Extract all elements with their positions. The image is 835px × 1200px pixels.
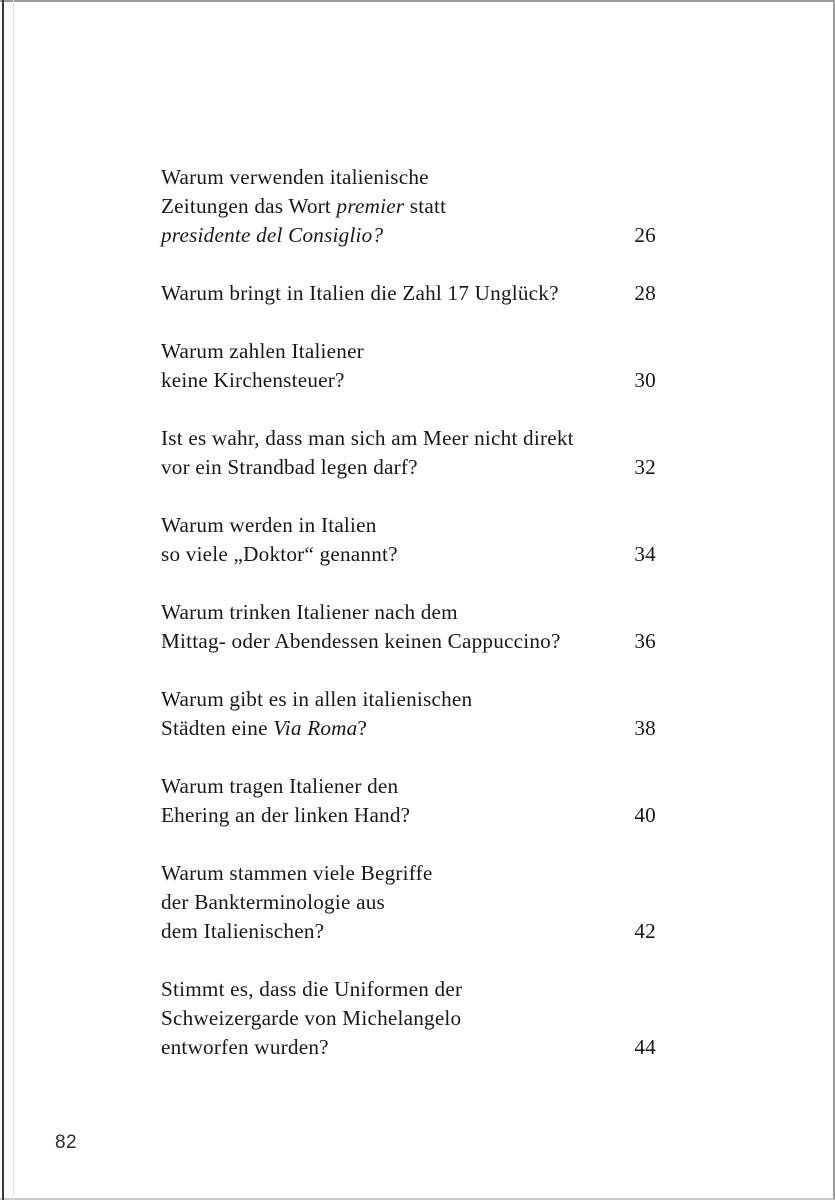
toc-text-run: Warum tragen Italiener den [161, 774, 399, 798]
toc-text-run: der Bankterminologie aus [161, 890, 385, 914]
toc-text-run: Warum werden in Italien [161, 513, 377, 537]
toc-text-run: ? [357, 716, 368, 740]
table-of-contents [161, 163, 656, 1062]
toc-entry-title [161, 685, 656, 743]
toc-entry-title [161, 598, 656, 656]
toc-entry[interactable] [161, 772, 656, 830]
toc-entry-line [161, 511, 656, 540]
toc-entry-line [161, 221, 656, 250]
toc-entry-title [161, 337, 656, 395]
page-inner-margin-rule [13, 0, 14, 1200]
toc-entry-line [161, 598, 656, 627]
toc-text-run: Ehering an der linken Hand? [161, 803, 411, 827]
toc-entry-title [161, 511, 656, 569]
toc-text-run: Mittag- oder Abendessen keinen Cappuccino? [161, 629, 561, 653]
toc-entry-line [161, 366, 656, 395]
toc-entry[interactable] [161, 279, 656, 308]
toc-entry-line [161, 627, 656, 656]
toc-entry-line [161, 1004, 656, 1033]
toc-entry-line [161, 714, 656, 743]
toc-entry-title [161, 279, 656, 308]
toc-entry-title [161, 163, 656, 250]
toc-entry-line [161, 685, 656, 714]
toc-entry-line [161, 192, 656, 221]
toc-entry-title [161, 975, 656, 1062]
toc-page-number[interactable]: 36 [634, 629, 656, 653]
toc-entry[interactable] [161, 859, 656, 946]
toc-page-number[interactable]: 30 [634, 368, 656, 392]
toc-text-run: Zeitungen das Wort [161, 194, 337, 218]
toc-entry-line [161, 540, 656, 569]
toc-entry-line [161, 975, 656, 1004]
toc-entry-line [161, 424, 656, 453]
page-folio-number: 82 [55, 1132, 77, 1153]
toc-italic-term: presidente del Consiglio? [161, 223, 384, 247]
toc-entry-line [161, 772, 656, 801]
toc-page-number[interactable]: 38 [634, 716, 656, 740]
toc-entry[interactable] [161, 685, 656, 743]
toc-text-run: Warum zahlen Italiener [161, 339, 364, 363]
toc-entry-line [161, 279, 656, 308]
toc-text-run: Städten eine [161, 716, 274, 740]
toc-entry-line [161, 1033, 656, 1062]
toc-page-number[interactable]: 26 [634, 223, 656, 247]
toc-text-run: keine Kirchensteuer? [161, 368, 345, 392]
toc-page-number[interactable]: 28 [634, 281, 656, 305]
toc-entry[interactable] [161, 511, 656, 569]
toc-text-run: Schweizergarde von Michelangelo [161, 1006, 462, 1030]
toc-page-number[interactable]: 34 [634, 542, 656, 566]
toc-entry-line [161, 888, 656, 917]
toc-entry[interactable] [161, 337, 656, 395]
toc-text-run: entworfen wurden? [161, 1035, 329, 1059]
toc-entry-line [161, 859, 656, 888]
toc-italic-term: Via Roma [273, 716, 358, 740]
toc-entry-line [161, 917, 656, 946]
toc-entry-line [161, 453, 656, 482]
toc-entry[interactable] [161, 975, 656, 1062]
toc-text-run: Stimmt es, dass die Uniformen der [161, 977, 463, 1001]
toc-entry-title [161, 859, 656, 946]
toc-entry[interactable] [161, 163, 656, 250]
toc-text-run: Warum bringt in Italien die Zahl 17 Unglück? [161, 281, 559, 305]
toc-text-run: statt [404, 194, 447, 218]
page-spine-edge [2, 0, 4, 1200]
toc-page-number[interactable]: 44 [634, 1035, 656, 1059]
toc-entry[interactable] [161, 424, 656, 482]
toc-entry-title [161, 772, 656, 830]
toc-page-number[interactable]: 42 [634, 919, 656, 943]
toc-entry-title [161, 424, 656, 482]
toc-page-number[interactable]: 32 [634, 455, 656, 479]
toc-text-run: Warum trinken Italiener nach dem [161, 600, 458, 624]
toc-text-run: Warum verwenden italienische [161, 165, 429, 189]
toc-text-run: so viele „Doktor“ genannt? [161, 542, 398, 566]
toc-text-run: Ist es wahr, dass man sich am Meer nicht direkt [161, 426, 574, 450]
toc-text-run: dem Italienischen? [161, 919, 325, 943]
toc-entry-line [161, 337, 656, 366]
toc-text-run: Warum stammen viele Begriffe [161, 861, 433, 885]
toc-text-run: Warum gibt es in allen italienischen [161, 687, 473, 711]
toc-italic-term: premier [336, 194, 405, 218]
toc-entry[interactable] [161, 598, 656, 656]
toc-page-number[interactable]: 40 [634, 803, 656, 827]
toc-entry-line [161, 801, 656, 830]
toc-text-run: vor ein Strandbad legen darf? [161, 455, 418, 479]
toc-entry-line [161, 163, 656, 192]
